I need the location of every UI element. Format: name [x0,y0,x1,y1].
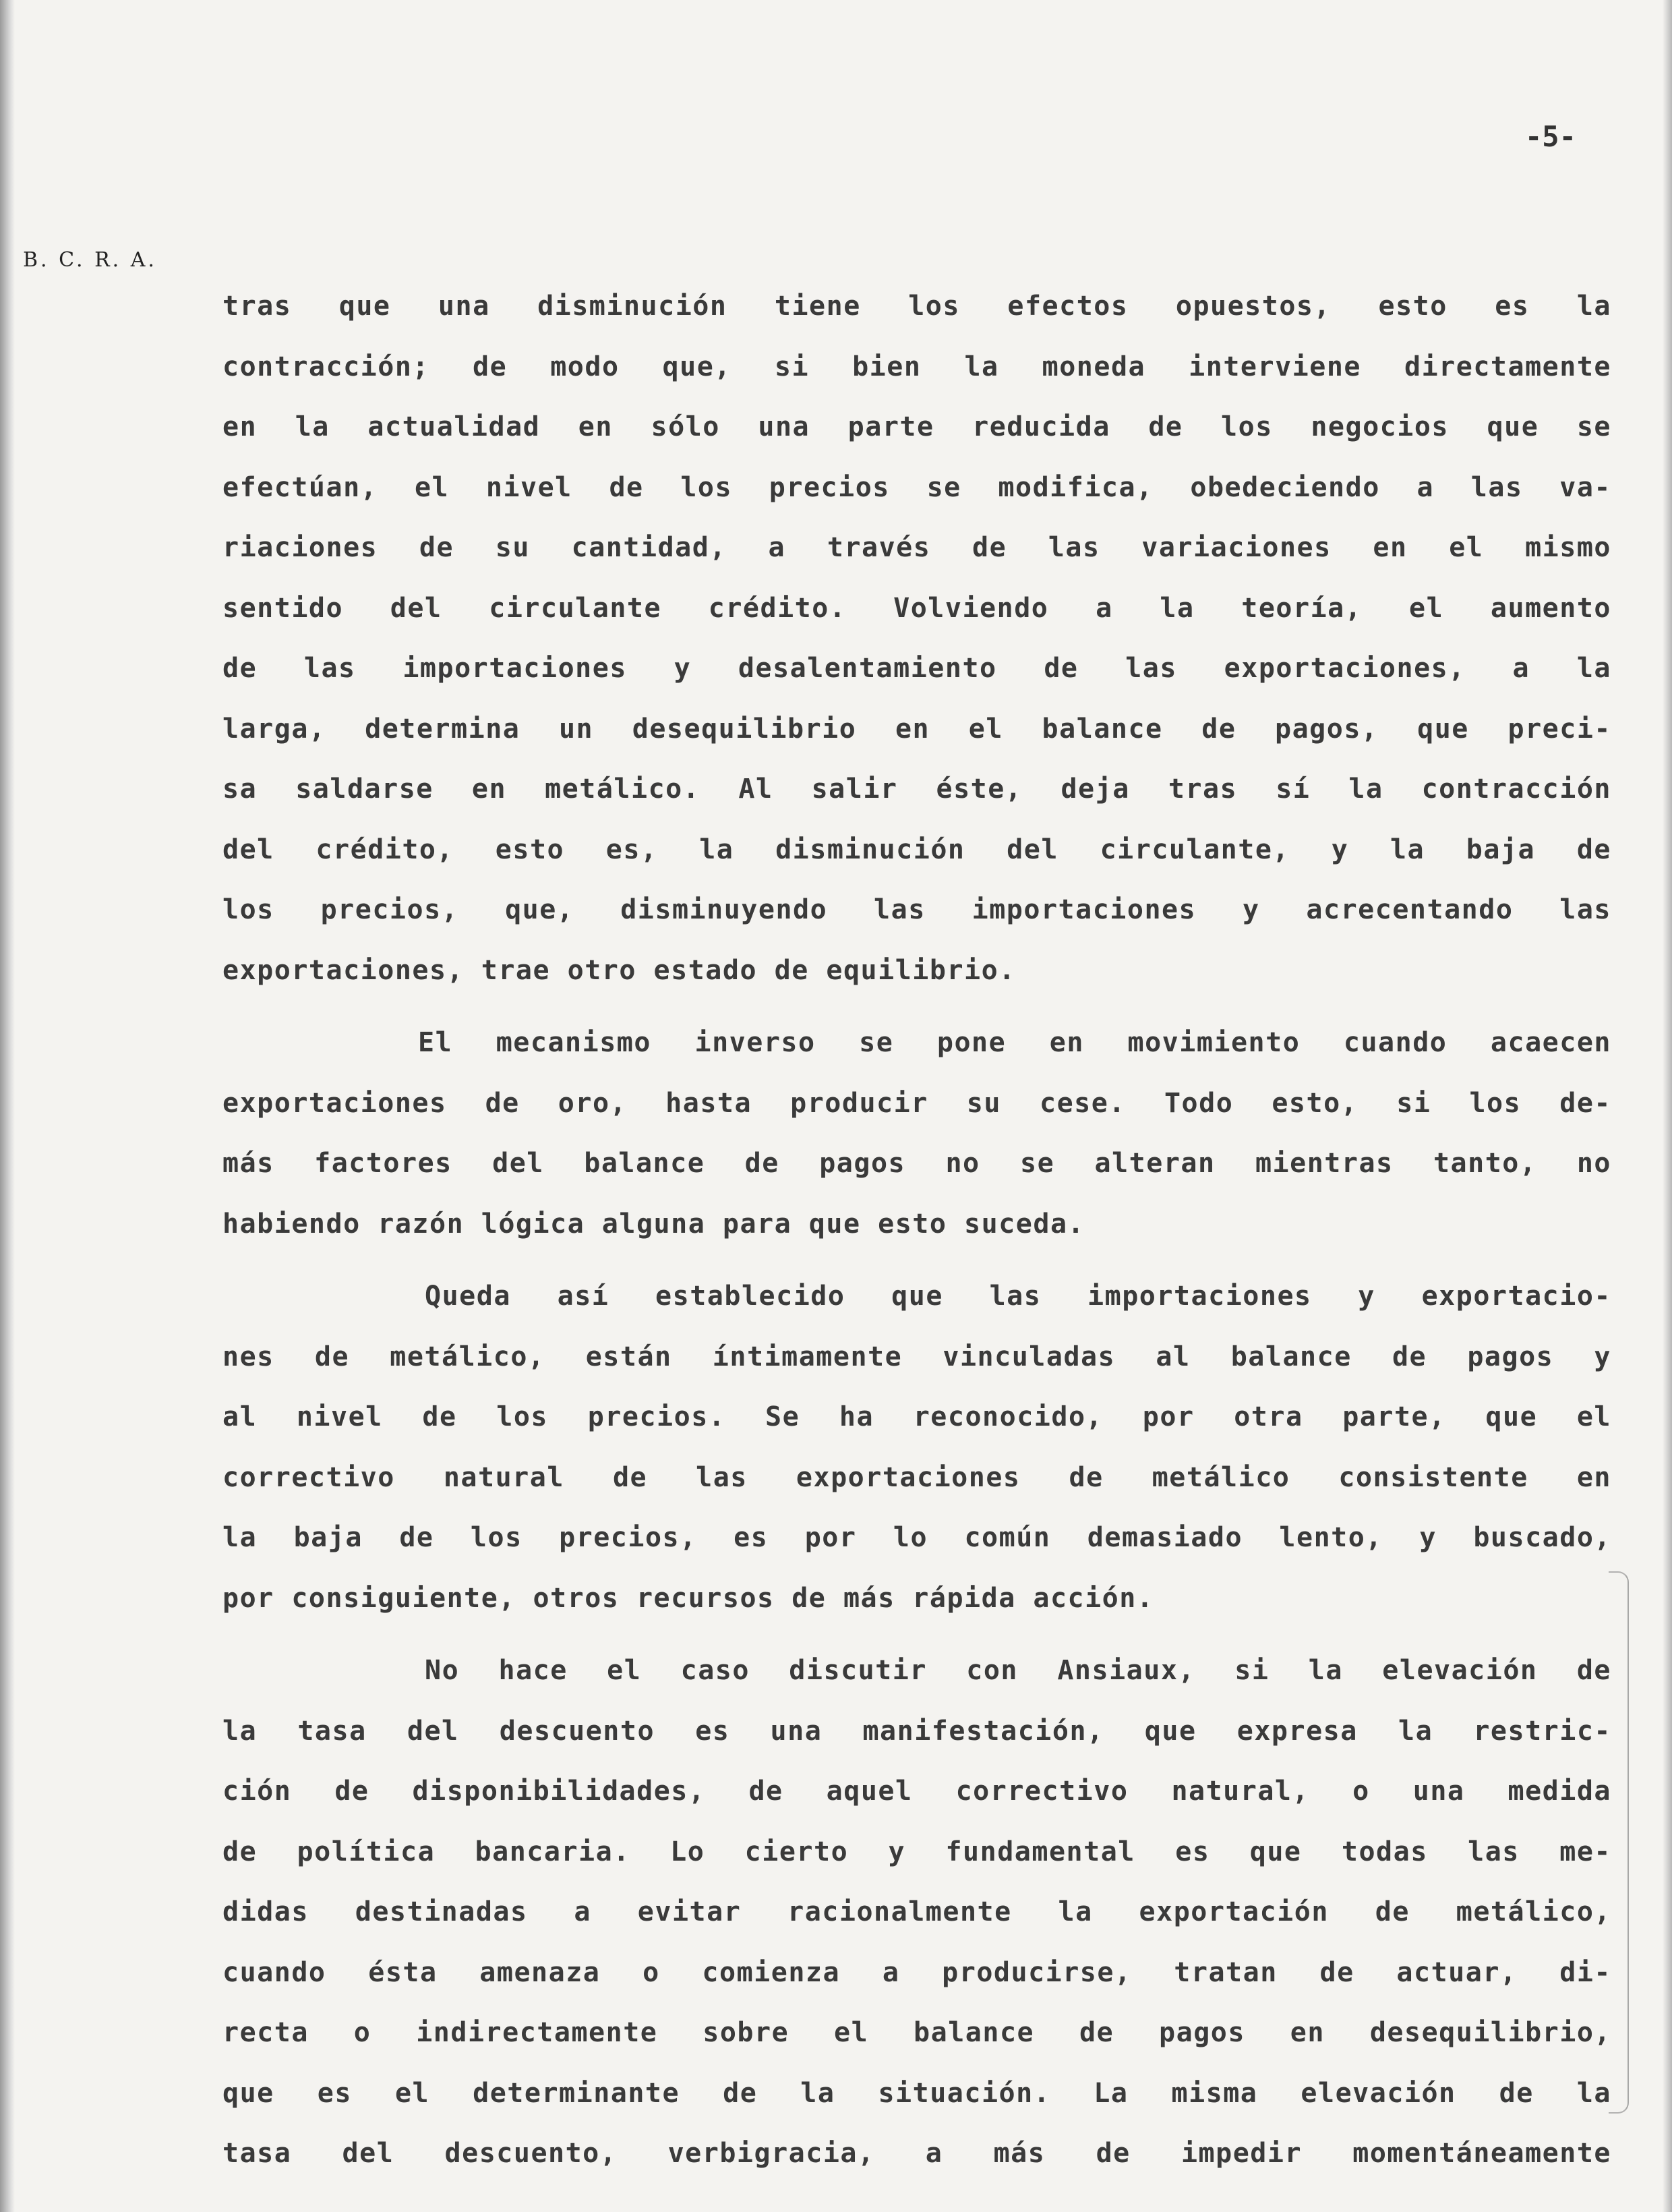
text-line: No hace el caso discutir con Ansiaux, si la elevación de [425,1655,1611,1686]
text-line: exportaciones de oro, hasta producir su cese. Todo esto, si los de- [222,1087,1611,1119]
scan-left-edge [0,0,15,2212]
document-body [222,276,1611,2184]
paragraph-4 [222,1641,1611,2184]
text-line: El mecanismo inverso se pone en movimiento cuando acaecen [418,1027,1611,1058]
text-line: contracción; de modo que, si bien la moneda interviene directamente [222,351,1611,382]
text-line: del crédito, esto es, la disminución del circulante, y la baja de [222,834,1611,865]
text-line: sa saldarse en metálico. Al salir éste, deja tras sí la contracción [222,774,1611,805]
text-line: correctivo natural de las exportaciones de metálico consistente en [222,1461,1611,1493]
text-line: larga, determina un desequilibrio en el balance de pagos, que preci- [222,713,1611,745]
paragraph-gap [222,1001,1611,1013]
letterhead: B. C. R. A. [23,248,157,272]
paragraph-gap [222,1254,1611,1267]
text-line: didas destinadas a evitar racionalmente la exportación de metálico, [222,1896,1611,1927]
scan-right-edge [1663,0,1672,2212]
text-line: Queda así establecido que las importaciones y exportacio- [425,1281,1611,1312]
text-line: tras que una disminución tiene los efectos opuestos, esto es la [222,291,1611,322]
text-line: efectúan, el nivel de los precios se modifica, obedeciendo a las va- [222,471,1611,503]
page-number: -5- [1525,120,1576,153]
text-line: de las importaciones y desalentamiento de las exportaciones, a la [222,653,1611,684]
paragraph-3 [222,1267,1611,1629]
text-line: cuando ésta amenaza o comienza a producirse, tratan de actuar, di- [222,1956,1611,1988]
text-line: al nivel de los precios. Se ha reconocido, por otra parte, que el [222,1401,1611,1432]
text-line: tasa del descuento, verbigracia, a más de impedir momentáneamente [222,2138,1611,2169]
text-line: que es el determinante de la situación. La misma elevación de la [222,2077,1611,2109]
paragraph-1 [222,276,1611,1001]
paragraph-gap [222,1629,1611,1641]
text-line: la baja de los precios, es por lo común demasiado lento, y buscado, [222,1522,1611,1553]
text-line: de política bancaria. Lo cierto y fundamental es que todas las me- [222,1836,1611,1867]
text-line: ción de disponibilidades, de aquel correctivo natural, o una medida [222,1776,1611,1807]
text-line: habiendo razón lógica alguna para que esto suceda. [222,1208,1085,1240]
text-line: exportaciones, trae otro estado de equilibrio. [222,954,1016,986]
text-line: recta o indirectamente sobre el balance de pagos en desequilibrio, [222,2017,1611,2048]
text-line: en la actualidad en sólo una parte reducida de los negocios que se [222,411,1611,442]
text-line: los precios, que, disminuyendo las importaciones y acrecentando las [222,894,1611,925]
paragraph-2 [222,1013,1611,1254]
text-line: la tasa del descuento es una manifestación, que expresa la restric- [222,1715,1611,1747]
text-line: más factores del balance de pagos no se alteran mientras tanto, no [222,1148,1611,1179]
text-line: por consiguiente, otros recursos de más rápida acción. [222,1582,1154,1614]
text-line: nes de metálico, están íntimamente vinculadas al balance de pagos y [222,1341,1611,1372]
text-line: sentido del circulante crédito. Volviendo a la teoría, el aumento [222,592,1611,624]
text-line: riaciones de su cantidad, a través de las variaciones en el mismo [222,532,1611,563]
margin-bracket-mark [1609,1571,1629,2114]
